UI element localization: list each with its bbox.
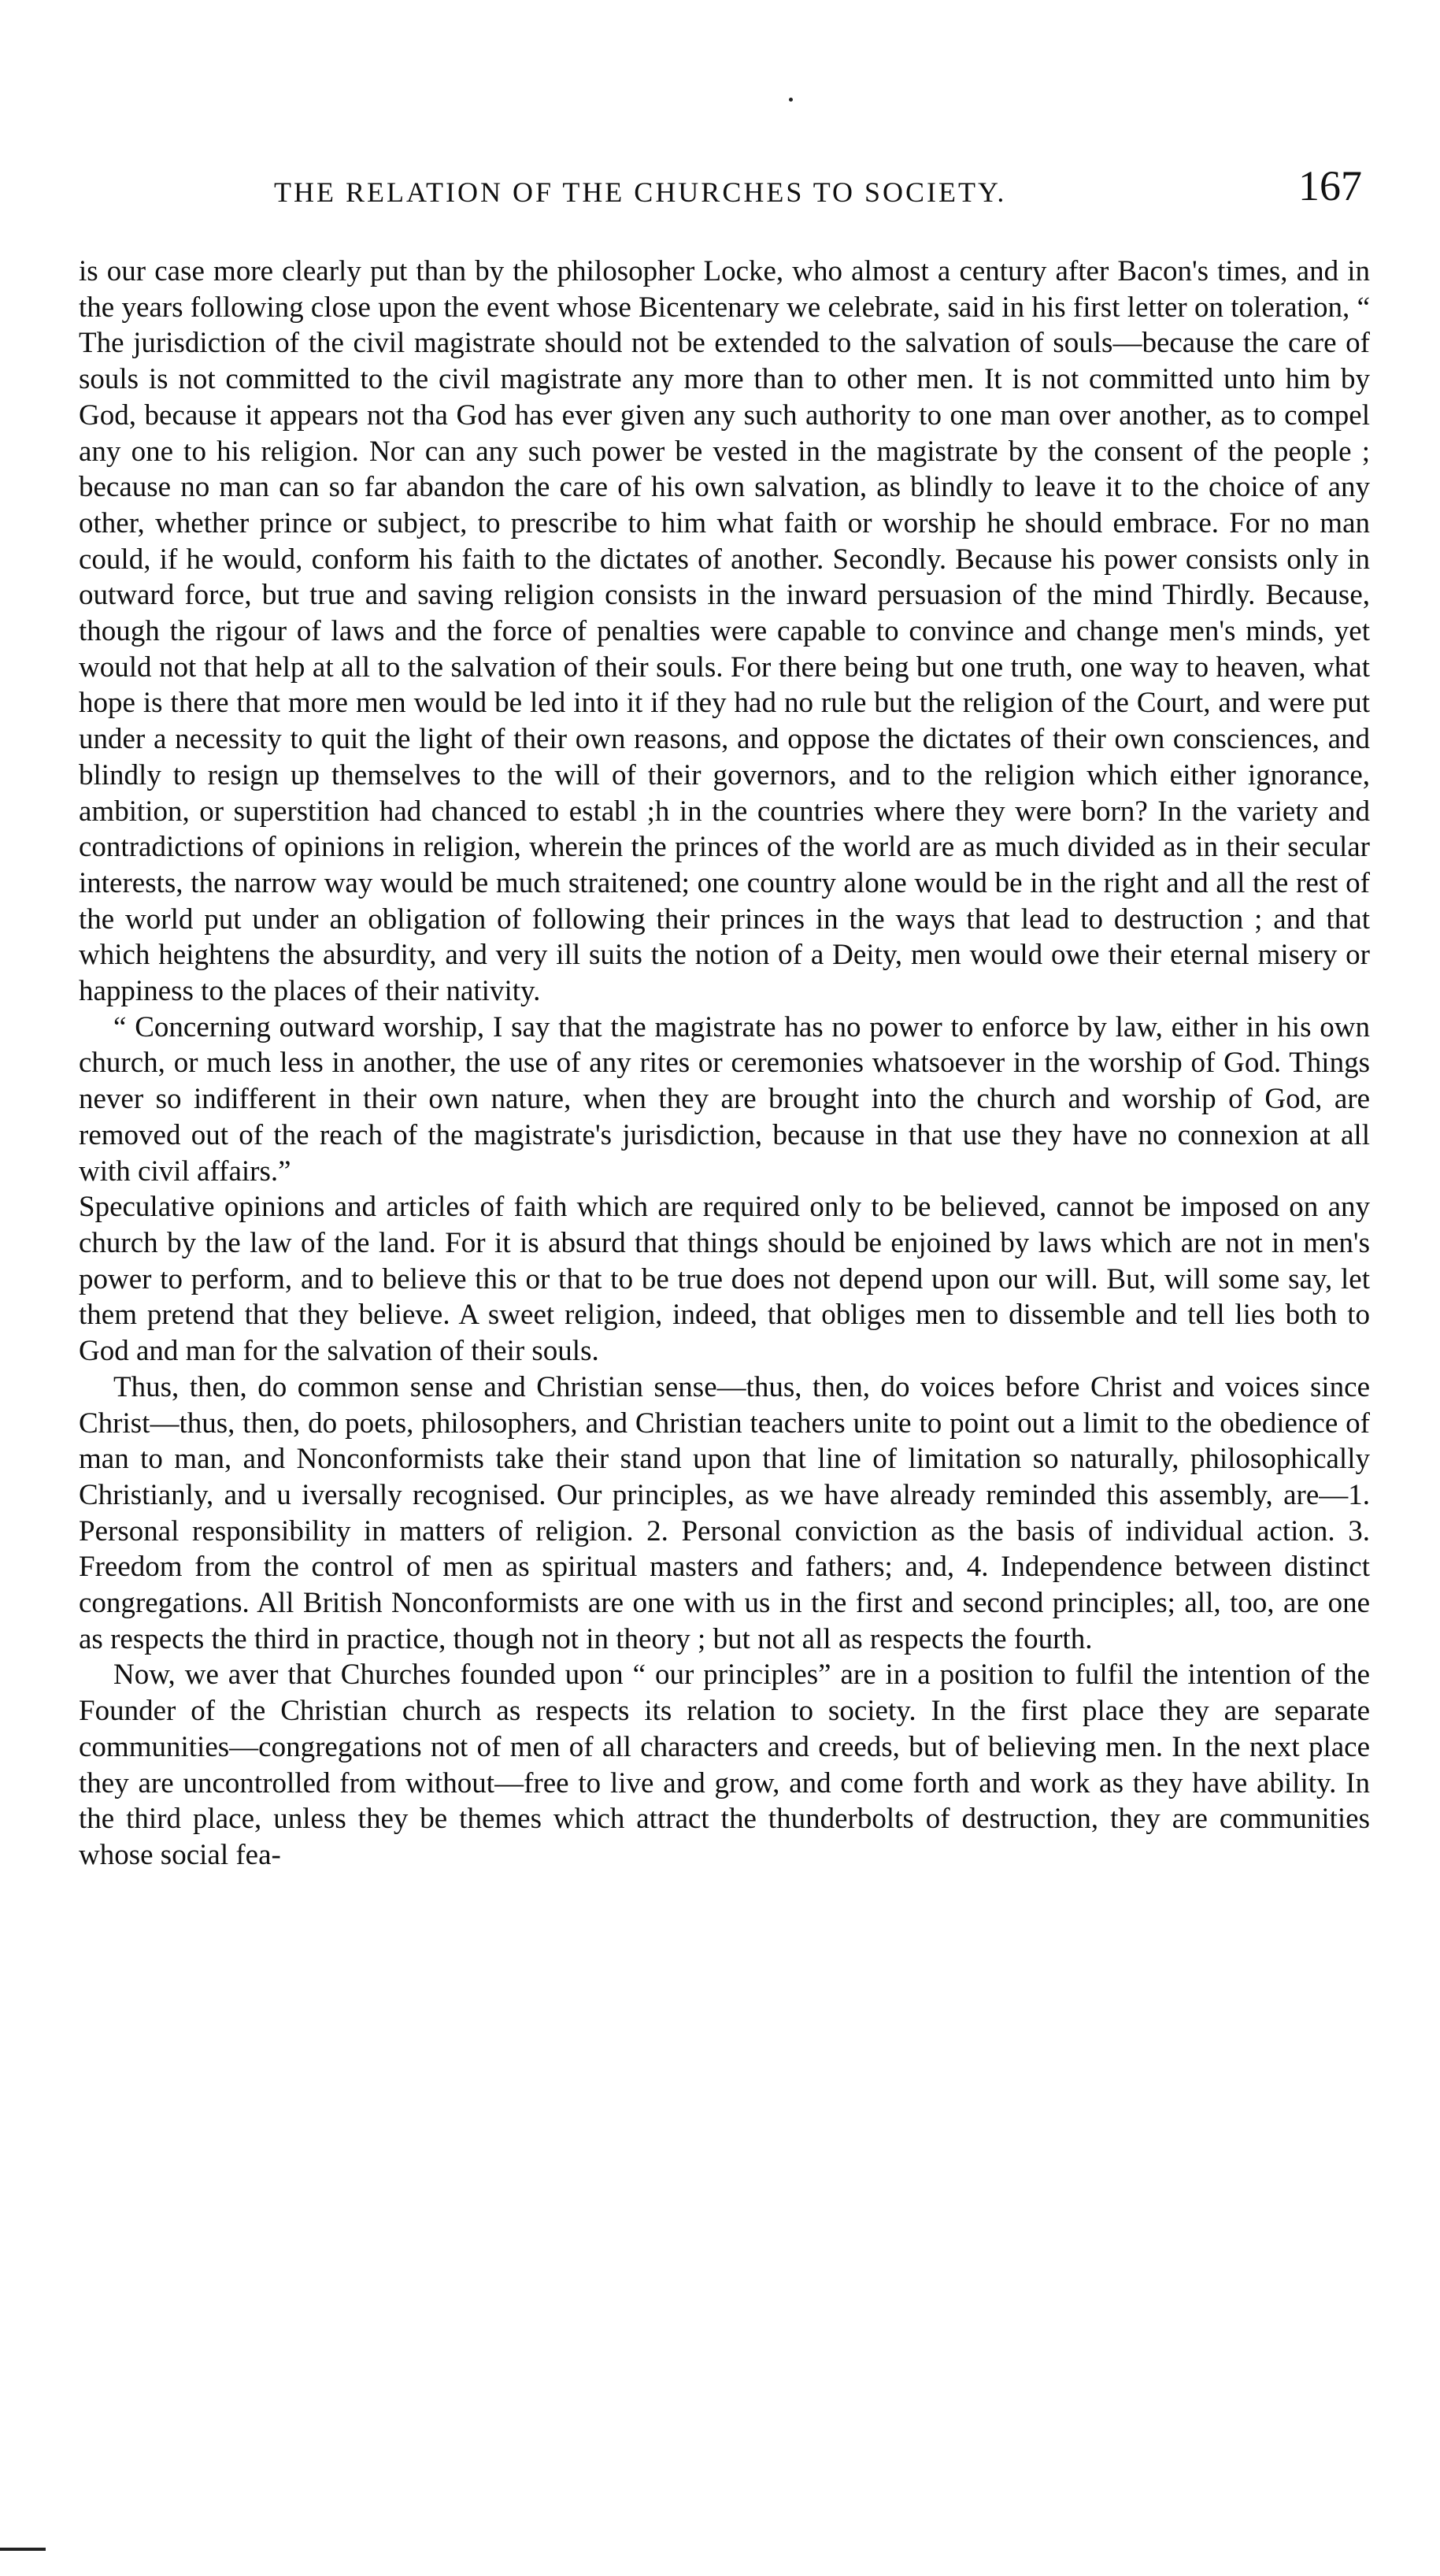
paragraph-our-principles: Now, we aver that Churches founded upon “ our principles” are in a position to fulfil the intention of the Founder of the Christian church as respects its relation to society. In the first place they are separate communities—congregations not of men of all characters and creeds, but of believing men. In the next place they are uncontrolled from without—free to live and grow, and come forth and work as they have ability. In the third place, unless they be themes which attract the thunderbolts of destruction, they are communities whose social fea- (79, 1659, 1370, 1871)
print-speck (789, 98, 793, 102)
page-edge-mark (0, 2548, 46, 2551)
running-title: THE RELATION OF THE CHURCHES TO SOCIETY. (274, 176, 1007, 208)
body-text (79, 254, 1370, 1874)
page-header (79, 161, 1362, 217)
page-number: 167 (1298, 162, 1362, 209)
paragraph-speculative-opinions: Speculative opinions and articles of faith which are required only to be believed, cannot be imposed on any church by the law of the land. For it is absurd that things should be enjoined by laws which are not in men's power to perform, and to believe this or that to be true does not depend upon our will. But, will some say, let them pretend that they believe. A sweet religion, indeed, that obliges men to dissemble and tell lies both to God and man for the salvation of their souls. (79, 1191, 1370, 1368)
paragraph-common-sense: Thus, then, do common sense and Christian sense—thus, then, do voices before Christ and voices since Christ—thus, then, do poets, philosophers, and Christian teachers unite to point out a limit to the obedience of man to man, and Nonconformists take their stand upon that line of limitation so naturally, philosophically Christianly, and u iversally recognised. Our principles, as we have already reminded this assembly, are—1. Personal responsibility in matters of religion. 2. Personal conviction as the basis of individual action. 3. Freedom from the control of men as spiritual masters and fathers; and, 4. Independence between distinct congregations. All British Nonconformists are one with us in the first and second principles; all, too, are one as respects the third in practice, though not in theory ; but not all as respects the fourth. (79, 1370, 1370, 1655)
paragraph-locke-quote: is our case more clearly put than by the philosopher Locke, who almost a century after Bacon's times, and in the years following close upon the event whose Bicentenary we celebrate, said in his first letter on toleration, “ The jurisdiction of the civil magistrate should not be extended to the salvation of souls—because the care of souls is not committed to the civil magistrate any more than to other men. It is not committed unto him by God, because it appears not tha God has ever given any such authority to one man over another, as to compel any one to his religion. Nor can any such power be vested in the magistrate by the consent of the people ; because no man can so far abandon the care of his own salvation, as blindly to leave it to the choice of any other, whether prince or subject, to prescribe to him what faith or worship he should embrace. For no man could, if he would, conform his faith to the dictates of another. Secondly. Because his power consists only in outward force, but true and saving religion consists in the inward persuasion of the mind Thirdly. Because, though the rigour of laws and the force of penalties were capable to convince and change men's minds, yet would not that help at all to the salvation of their souls. For there being but one truth, one way to heaven, what hope is there that more men would be led into it if they had no rule but the religion of the Court, and were put under a necessity to quit the light of their own reasons, and oppose the dictates of their own consciences, and blindly to resign up themselves to the will of their governors, and to the religion which either ignorance, ambition, or superstition had chanced to establ ;h in the countries where they were born? In the variety and contradictions of opinions in religion, wherein the princes of the world are as much divided as in their secular interests, the narrow way would be much straitened; one country alone would be in the right and all the rest of the world put under an obligation of following their princes in the ways that lead to destruction ; and that which heightens the absurdity, and very ill suits the notion of a Deity, men would owe their eternal misery or happiness to the places of their nativity. (79, 255, 1370, 1008)
paragraph-outward-worship: “ Concerning outward worship, I say that the magistrate has no power to enforce by law, either in his own church, or much less in another, the use of any rites or ceremonies whatsoever in the worship of God. Things never so indifferent in their own nature, when they are brought into the church and worship of God, are removed out of the reach of the magistrate's jurisdiction, because in that use they have no connexion at all with civil affairs.” (79, 1010, 1370, 1188)
